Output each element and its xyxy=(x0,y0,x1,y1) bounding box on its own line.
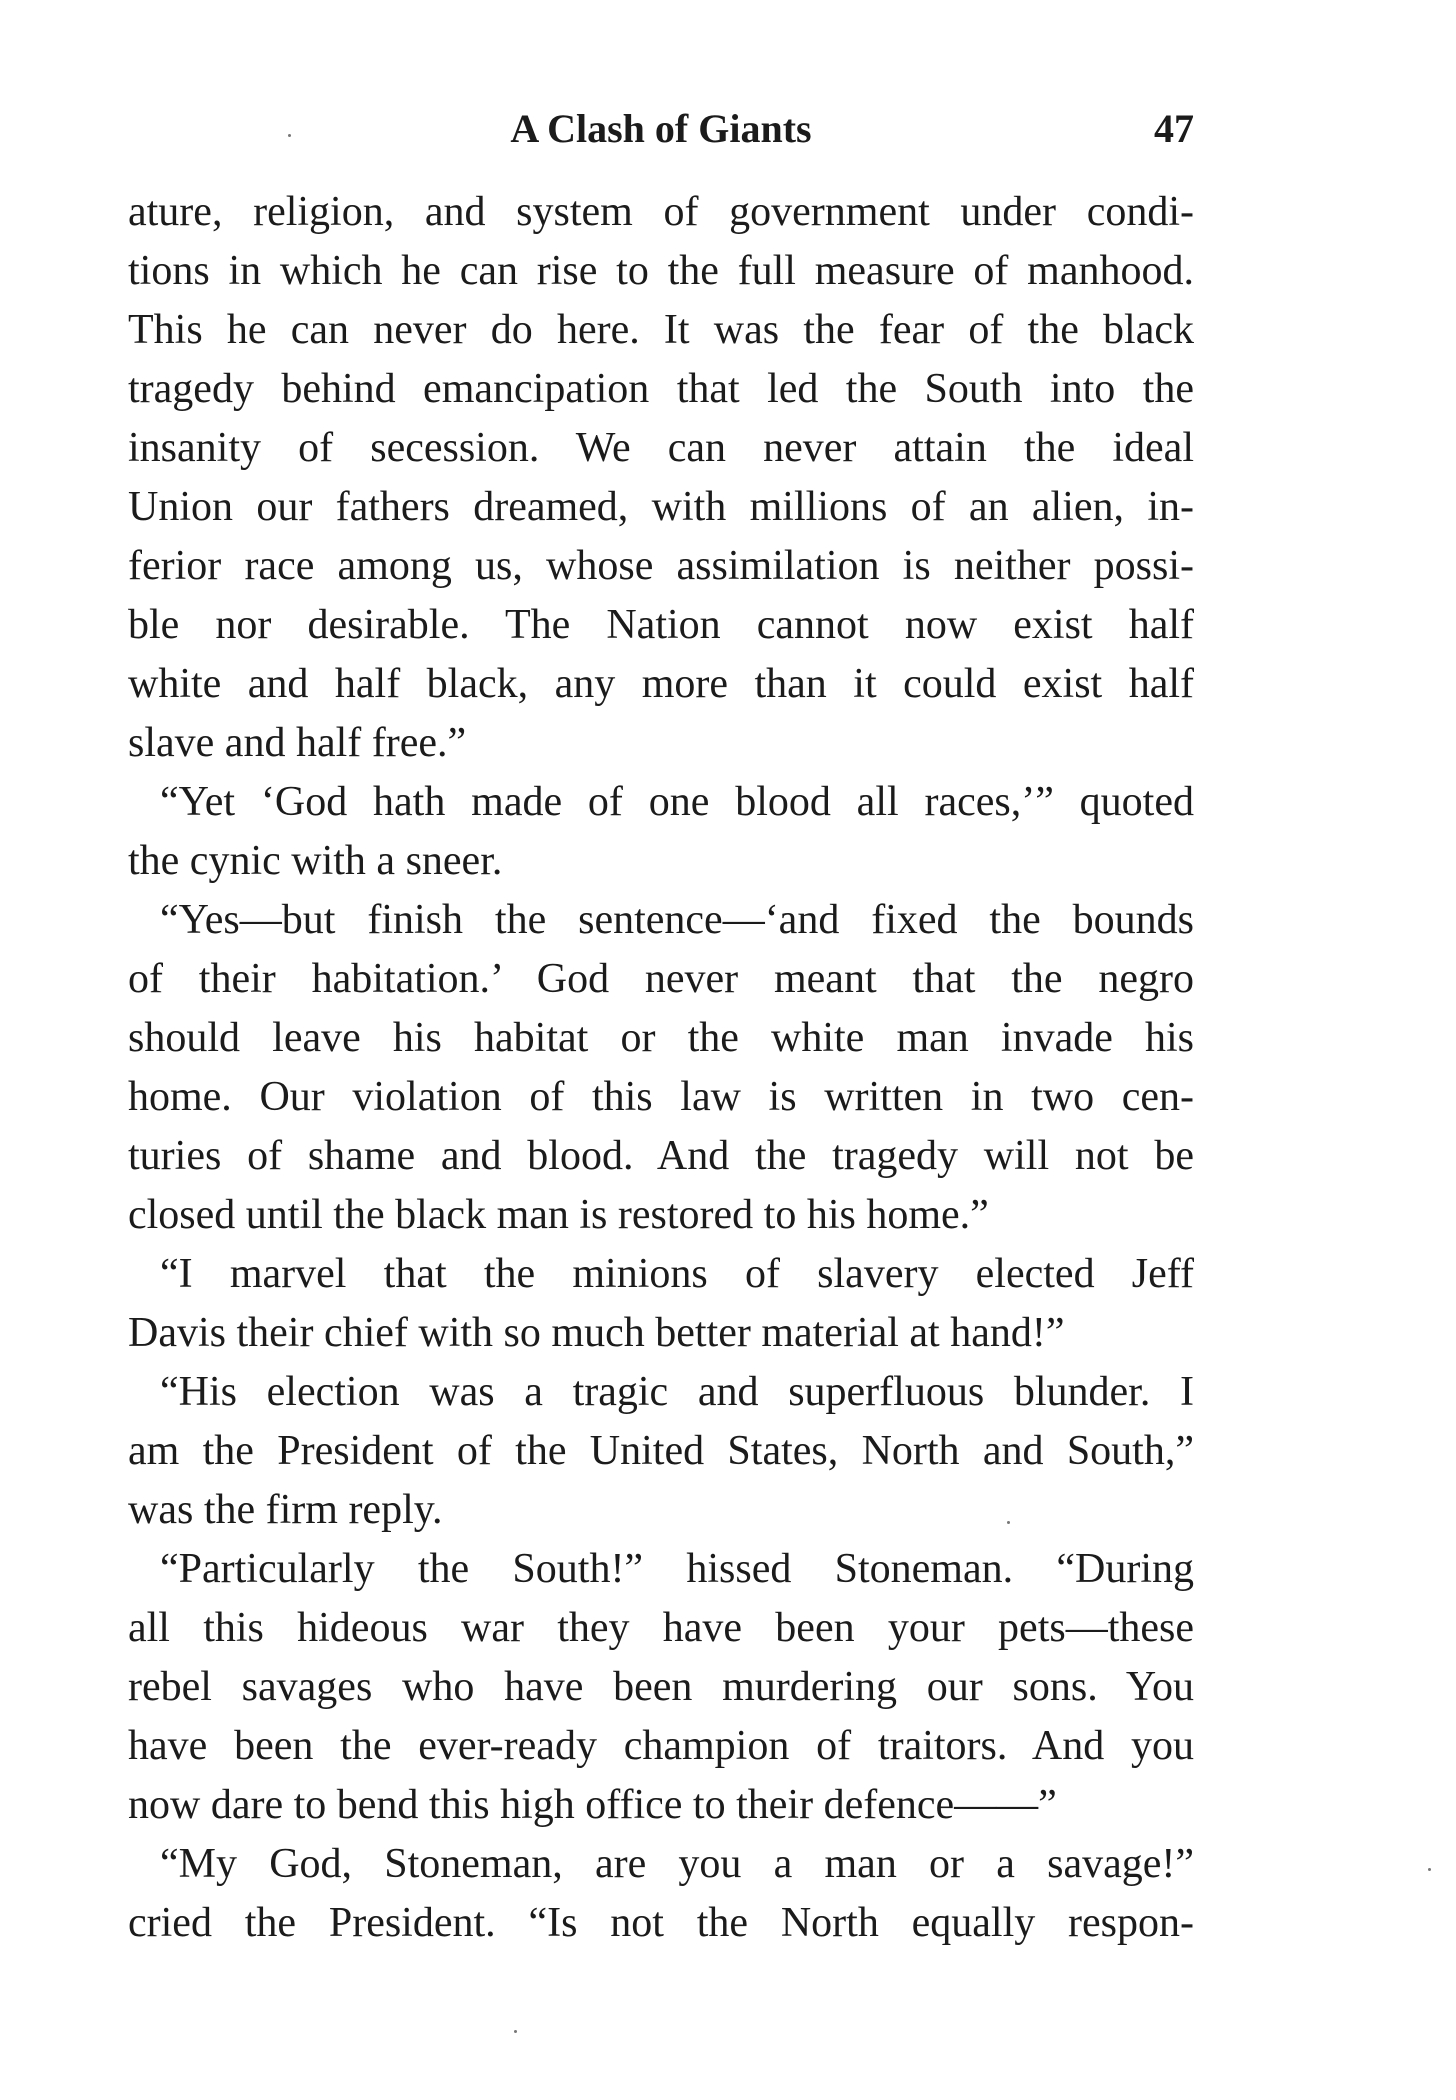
text-line: ble nor desirable. The Nation cannot now exist half xyxy=(128,602,1194,648)
text-line: “I marvel that the minions of slavery elected Jeff xyxy=(160,1251,1194,1297)
text-line: slave and half free.” xyxy=(128,720,467,766)
text-line: was the firm reply. xyxy=(128,1487,443,1533)
body-text xyxy=(128,183,1194,1953)
scan-speck xyxy=(1428,1868,1431,1871)
text-line: cried the President. “Is not the North equally respon- xyxy=(128,1900,1194,1946)
text-line: This he can never do here. It was the fear of the black xyxy=(128,307,1194,353)
text-line: ferior race among us, whose assimilation is neither possi- xyxy=(128,543,1194,589)
text-line: should leave his habitat or the white man invade his xyxy=(128,1015,1194,1061)
running-title: A Clash of Giants xyxy=(510,106,812,151)
text-line: “My God, Stoneman, are you a man or a savage!” xyxy=(160,1841,1194,1887)
text-line: “His election was a tragic and superfluous blunder. I xyxy=(160,1369,1194,1415)
text-line: Union our fathers dreamed, with millions of an alien, in- xyxy=(128,484,1194,530)
text-line: “Yet ‘God hath made of one blood all races,’” quoted xyxy=(160,779,1194,825)
text-line: all this hideous war they have been your pets—these xyxy=(128,1605,1194,1651)
text-line: insanity of secession. We can never attain the ideal xyxy=(128,425,1194,471)
text-line: rebel savages who have been murdering our sons. You xyxy=(128,1664,1194,1710)
text-line: have been the ever-ready champion of traitors. And you xyxy=(128,1723,1194,1769)
text-line: closed until the black man is restored to his home.” xyxy=(128,1192,989,1238)
text-line: am the President of the United States, North and South,” xyxy=(128,1428,1194,1474)
text-line: Davis their chief with so much better material at hand!” xyxy=(128,1310,1065,1356)
text-line: “Yes—but finish the sentence—‘and fixed the bounds xyxy=(160,897,1194,943)
page-number: 47 xyxy=(1154,106,1194,151)
text-line: “Particularly the South!” hissed Stoneman. “During xyxy=(160,1546,1194,1592)
running-head xyxy=(128,104,1194,154)
text-line: turies of shame and blood. And the tragedy will not be xyxy=(128,1133,1194,1179)
scan-speck xyxy=(288,134,291,137)
text-line: tragedy behind emancipation that led the South into the xyxy=(128,366,1194,412)
text-line: white and half black, any more than it could exist half xyxy=(128,661,1194,707)
text-line: ature, religion, and system of government under condi- xyxy=(128,189,1194,235)
text-line: of their habitation.’ God never meant that the negro xyxy=(128,956,1194,1002)
text-line: the cynic with a sneer. xyxy=(128,838,503,884)
text-line: home. Our violation of this law is written in two cen- xyxy=(128,1074,1194,1120)
text-line: tions in which he can rise to the full measure of manhood. xyxy=(128,248,1194,294)
text-line: now dare to bend this high office to their defence——” xyxy=(128,1782,1057,1828)
scan-speck xyxy=(514,2030,517,2033)
scan-speck xyxy=(1007,1521,1010,1524)
